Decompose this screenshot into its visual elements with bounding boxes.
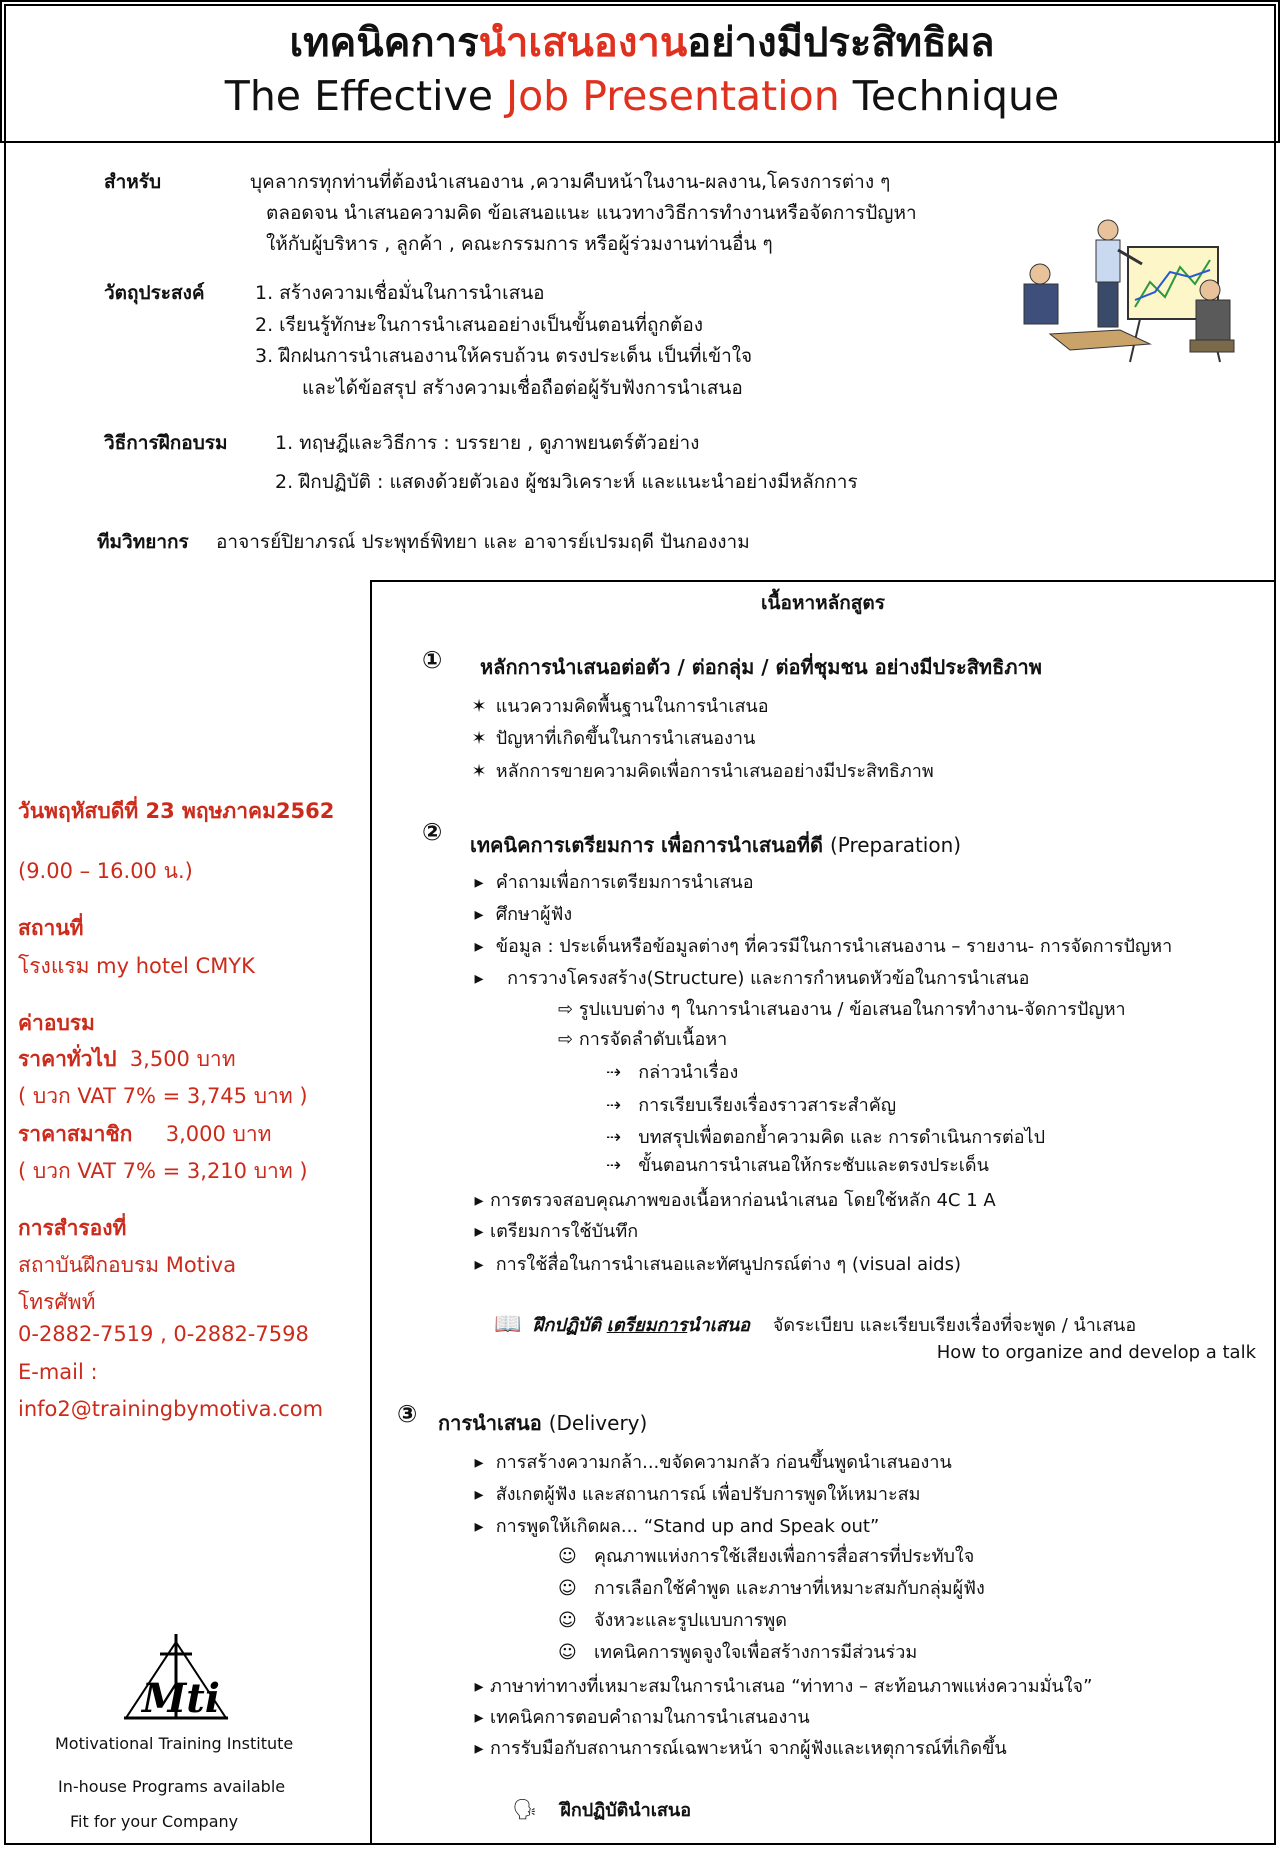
venue-text: โรงแรม my hotel CMYK (18, 954, 255, 978)
team-label: ทีมวิทยากร (97, 531, 189, 553)
star-icon: ✶ (471, 728, 487, 749)
phone-label: โทรศัพท์ (18, 1290, 96, 1314)
section-3-item: ▸ การรับมือกับสถานการณ์เฉพาะหน้า จากผู้ฟังและเหตุการณ์ที่เกิดขึ้น (468, 1733, 1007, 1762)
email-address[interactable]: info2@trainingbymotiva.com (18, 1397, 324, 1421)
for-label: สำหรับ (104, 171, 162, 193)
section-2-item: ▸ ข้อมูล : ประเด็นหรือข้อมูลต่างๆ ที่ควรมีในการนำเสนองาน – รายงาน- การจัดการปัญหา (468, 931, 1172, 960)
venue-label: สถานที่ (18, 916, 84, 940)
objective-label: วัตถุประสงค์ (104, 282, 205, 304)
objective-line-2: 2. เรียนรู้ทักษะในการนำเสนออย่างเป็นขั้นตอนที่ถูกต้อง (255, 314, 704, 336)
email-label: E-mail : (18, 1360, 98, 1384)
for-line-1: บุคลากรทุกท่านที่ต้องนำเสนองาน ,ความคืบหน้าในงาน-ผลงาน,โครงการต่าง ๆ (250, 171, 891, 193)
section-2-item: ▸ คำถามเพื่อการเตรียมการนำเสนอ (468, 867, 754, 896)
star-icon: ✶ (471, 761, 487, 782)
method-line-2: 2. ฝึกปฏิบัติ : แสดงด้วยตัวเอง ผู้ชมวิเคราะห์ และแนะนำอย่างมีหลักการ (275, 471, 858, 493)
objective-line-1: 1. สร้างความเชื่อมั่นในการนำเสนอ (255, 282, 545, 304)
section-3-item: ▸ เทคนิคการตอบคำถามในการนำเสนองาน (468, 1702, 810, 1731)
section-2-item: ▸ การวางโครงสร้าง(Structure) และการกำหนดหัวข้อในการนำเสนอ (468, 963, 1029, 992)
triangle-bullet-icon: ▸ (474, 1516, 484, 1537)
section-2-number: ② (422, 818, 443, 846)
triangle-bullet-icon: ▸ (474, 1221, 484, 1242)
objective-line-3: 3. ฝึกฝนการนำเสนองานให้ครบถ้วน ตรงประเด็น เป็นที่เข้าใจ (255, 345, 753, 367)
triangle-bullet-icon: ▸ (474, 1254, 484, 1275)
for-line-3: ให้กับผู้บริหาร , ลูกค้า , คณะกรรมการ หรือผู้ร่วมงานท่านอื่น ๆ (266, 233, 773, 255)
fit-text: Fit for your Company (70, 1812, 239, 1831)
member-vat: ( บวก VAT 7% = 3,210 บาท ) (18, 1159, 308, 1183)
section-2-practice-english: How to organize and develop a talk (936, 1342, 1256, 1363)
section-2-sub-item: ⇨ การจัดลำดับเนื้อหา (558, 1029, 728, 1050)
course-time: (9.00 – 16.00 น.) (18, 859, 193, 883)
title-english: The Effective Job Presentation Technique (224, 72, 1060, 120)
dashed-arrow-icon: ⇢ (606, 1127, 622, 1148)
institute-name: สถาบันฝึกอบรม Motiva (18, 1253, 237, 1277)
phone-numbers: 0-2882-7519 , 0-2882-7598 (18, 1322, 309, 1346)
for-line-2: ตลอดจน นำเสนอความคิด ข้อเสนอแนะ แนวทางวิธีการทำงานหรือจัดการปัญหา (266, 202, 917, 224)
section-2-item: ▸ การใช้สื่อในการนำเสนอและทัศนูปกรณ์ต่าง ๆ (visual aids) (468, 1249, 961, 1278)
triangle-bullet-icon: ▸ (474, 1707, 484, 1728)
dashed-arrow-icon: ⇢ (606, 1095, 622, 1116)
section-2-subsub-item: ⇢ ขั้นตอนการนำเสนอให้กระชับและตรงประเด็น (606, 1155, 989, 1176)
triangle-bullet-icon: ▸ (474, 1738, 484, 1759)
triangle-bullet-icon: ▸ (474, 1484, 484, 1505)
fee-label: ค่าอบรม (18, 1011, 95, 1035)
section-1-title: หลักการนำเสนอต่อตัว / ต่อกลุ่ม / ต่อที่ชุมชน อย่างมีประสิทธิภาพ (480, 655, 1042, 679)
star-icon: ✶ (471, 696, 487, 717)
section-3-practice: 🗣 ฝึกปฏิบัตินำเสนอ (512, 1797, 692, 1821)
section-2-item: ▸ ศึกษาผู้ฟัง (468, 899, 572, 928)
smiley-icon: ☺ (558, 1642, 577, 1663)
section-2-sub-item: ⇨ รูปแบบต่าง ๆ ในการนำเสนองาน / ข้อเสนอในการทำงาน-จัดการปัญหา (558, 999, 1126, 1020)
triangle-bullet-icon: ▸ (474, 1452, 484, 1473)
section-1-item: ✶ หลักการขายความคิดเพื่อการนำเสนออย่างมีประสิทธิภาพ (468, 756, 934, 785)
section-2-subsub-item: ⇢ บทสรุปเพื่อตอกย้ำความคิด และ การดำเนินการต่อไป (606, 1127, 1045, 1148)
section-3-item: ▸ การสร้างความกล้า...ขจัดความกลัว ก่อนขึ้นพูดนำเสนองาน (468, 1447, 952, 1476)
org-name: Motivational Training Institute (55, 1734, 294, 1753)
section-2-subsub-item: ⇢ กล่าวนำเรื่อง (606, 1062, 739, 1083)
general-price: ราคาทั่วไป 3,500 บาท (18, 1047, 236, 1071)
section-3-item: ▸ ภาษาท่าทางที่เหมาะสมในการนำเสนอ “ท่าทาง – สะท้อนภาพแห่งความมั่นใจ” (468, 1671, 1092, 1700)
reserve-label: การสำรองที่ (18, 1216, 127, 1240)
objective-line-4: และได้ข้อสรุป สร้างความเชื่อถือต่อผู้รับฟังการนำเสนอ (302, 377, 743, 399)
triangle-bullet-icon: ▸ (474, 1676, 484, 1697)
general-vat: ( บวก VAT 7% = 3,745 บาท ) (18, 1084, 308, 1108)
section-3-smiley-item: ☺ คุณภาพแห่งการใช้เสียงเพื่อการสื่อสารที่ประทับใจ (558, 1546, 975, 1567)
section-3-item: ▸ สังเกตผู้ฟัง และสถานการณ์ เพื่อปรับการพูดให้เหมาะสม (468, 1479, 920, 1508)
smiley-icon: ☺ (558, 1610, 577, 1631)
section-3-smiley-item: ☺ การเลือกใช้คำพูด และภาษาที่เหมาะสมกับกลุ่มผู้ฟัง (558, 1578, 985, 1599)
triangle-bullet-icon: ▸ (474, 1190, 484, 1211)
section-3-item: ▸ การพูดให้เกิดผล... “Stand up and Speak out” (468, 1511, 879, 1540)
triangle-bullet-icon: ▸ (474, 904, 484, 925)
header (0, 0, 1280, 143)
section-3-smiley-item: ☺ จังหวะและรูปแบบการพูด (558, 1610, 787, 1631)
dashed-arrow-icon: ⇢ (606, 1155, 622, 1176)
course-title: เนื้อหาหลักสูตร (761, 592, 885, 614)
triangle-bullet-icon: ▸ (474, 872, 484, 893)
smiley-icon: ☺ (558, 1578, 577, 1599)
mti-logo (120, 1632, 232, 1724)
member-price: ราคาสมาชิก 3,000 บาท (18, 1122, 272, 1146)
team-text: อาจารย์ปิยาภรณ์ ประพุทธ์พิทยา และ อาจารย์เปรมฤดี ปันกองงาม (216, 531, 750, 553)
section-3-number: ③ (397, 1400, 418, 1428)
section-2-item: ▸ เตรียมการใช้บันทึก (468, 1216, 638, 1245)
method-label: วิธีการฝึกอบรม (104, 432, 228, 454)
triangle-bullet-icon: ▸ (474, 968, 484, 989)
smiley-icon: ☺ (558, 1546, 577, 1567)
triangle-bullet-icon: ▸ (474, 936, 484, 957)
section-2-practice: 📖 ฝึกปฏิบัติ เตรียมการนำเสนอ จัดระเบียบ และเรียบเรียงเรื่องที่จะพูด / นำเสนอ (494, 1312, 1137, 1337)
method-line-1: 1. ทฤษฎีและวิธีการ : บรรยาย , ดูภาพยนตร์ตัวอย่าง (275, 432, 700, 454)
section-1-item: ✶ ปัญหาที่เกิดขึ้นในการนำเสนองาน (468, 723, 755, 752)
section-3-smiley-item: ☺ เทคนิคการพูดจูงใจเพื่อสร้างการมีส่วนร่วม (558, 1642, 918, 1663)
course-date: วันพฤหัสบดีที่ 23 พฤษภาคม2562 (18, 799, 335, 823)
dashed-arrow-icon: ⇢ (606, 1062, 622, 1083)
section-1-number: ① (422, 646, 443, 674)
section-2-title: เทคนิคการเตรียมการ เพื่อการนำเสนอที่ดี (Preparation) (470, 833, 962, 857)
section-2-item: ▸ การตรวจสอบคุณภาพของเนื้อหาก่อนนำเสนอ โดยใช้หลัก 4C 1 A (468, 1185, 996, 1214)
inhouse-text: In-house Programs available (58, 1777, 286, 1796)
hollow-arrow-icon: ⇨ (558, 1029, 574, 1050)
book-icon: 📖 (494, 1312, 522, 1337)
title-thai: เทคนิคการนำเสนองานอย่างมีประสิทธิผล (289, 20, 995, 66)
section-3-title: การนำเสนอ (Delivery) (438, 1411, 648, 1435)
presentation-meeting-illustration (1010, 212, 1250, 372)
speaking-head-icon: 🗣 (512, 1797, 538, 1821)
hollow-arrow-icon: ⇨ (558, 999, 574, 1020)
mti-logo-text: Mti (142, 1675, 220, 1722)
section-1-item: ✶ แนวความคิดพื้นฐานในการนำเสนอ (468, 691, 769, 720)
section-2-subsub-item: ⇢ การเรียบเรียงเรื่องราวสาระสำคัญ (606, 1095, 897, 1116)
